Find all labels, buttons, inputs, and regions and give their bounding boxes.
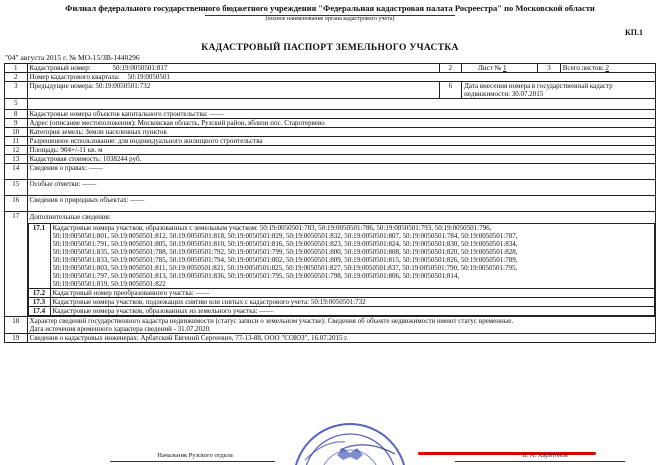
subrow-number: 17.4	[28, 307, 50, 316]
record-status-value: Сведения об объекте недвижимости имеют статус временные.	[327, 317, 514, 325]
signer-position: Начальник Рузского отдела	[157, 452, 233, 459]
quarter-value: 50:19:0050501	[127, 73, 170, 81]
signer-name: В. А. Харитонов	[522, 452, 568, 459]
quarter-label: Номер кадастрового квартала:	[29, 73, 120, 81]
special-notes: Особые отметки: ——	[27, 180, 655, 196]
row-number: 8	[5, 110, 28, 119]
organization-caption: (полное наименование органа кадастрового учета)	[265, 16, 395, 22]
total-sheets-label: Всего листов:	[562, 64, 604, 72]
record-status	[27, 317, 655, 334]
row-2	[5, 73, 656, 82]
row-number: 1	[5, 64, 28, 73]
row-12	[5, 146, 656, 155]
row-number: 19	[5, 334, 28, 343]
row-14	[5, 164, 656, 180]
additional-info-label: Дополнительные сведения:	[29, 213, 111, 221]
entry-date: Дата внесения номера в государственный кадастр недвижимости: 30.07.2015	[462, 82, 656, 99]
document-date-number: "04" августа 2015 г. № МО-15/ЗВ-1440296	[5, 53, 140, 62]
formed-parcels-line: 50:19:0050501:797, 50:19:0050501:813, 50:19:0050501:836, 50:19:0050501:795, 50:19:0050501:798, 50:19:0050501:806, 50:19:0050501:814,	[52, 272, 460, 280]
row-number: 3	[538, 64, 560, 73]
cadastral-number	[27, 64, 439, 73]
organization-name: Филиал федерального государственного бюджетного учреждения "Федеральная кадастровая палата Росреестра" по Московской области	[65, 3, 595, 13]
formed-parcels-line: 50:19:0050501:819, 50:19:0050501:822	[52, 280, 166, 288]
row-number: 9	[5, 119, 28, 128]
row-number: 6	[439, 82, 461, 99]
sheet-value: 1	[502, 64, 507, 72]
quarter-number	[27, 73, 655, 82]
row-16	[5, 196, 656, 212]
passport-table	[4, 63, 656, 343]
signer-name-line	[455, 461, 625, 462]
document-title: КАДАСТРОВЫЙ ПАСПОРТ ЗЕМЕЛЬНОГО УЧАСТКА	[201, 43, 459, 53]
total-sheets-value: 2	[605, 64, 609, 72]
row-3	[5, 82, 656, 99]
row-9	[5, 119, 656, 128]
row-number: 2	[439, 64, 461, 73]
row-13	[5, 155, 656, 164]
row-number: 3	[5, 82, 28, 99]
sheet-label: Лист №	[478, 64, 502, 72]
additional-info	[27, 212, 655, 317]
sheet-number	[462, 64, 538, 73]
formed-parcels	[50, 224, 654, 289]
natural-objects: Сведения о природных объектах: ——	[27, 196, 655, 212]
row-number: 18	[5, 317, 28, 334]
row-15	[5, 180, 656, 196]
cadastral-number-value: 50:19:0050501:817	[112, 64, 168, 72]
form-code: КП.1	[625, 28, 644, 37]
formed-parcels-line: Кадастровые номера участков, образованных с земельным участком: 50:19:0050501:783, 50:19:0050501:786, 50:19:0050501:793, 50:19:0050501:796,	[52, 224, 492, 232]
subrow-17-4	[28, 307, 654, 316]
subrow-17-1	[28, 224, 654, 289]
formed-parcels-line: 50:19:0050501:791, 50:19:0050501:805, 50:19:0050501:810, 50:19:0050501:816, 50:19:0050501:823, 50:19:0050501:824, 50:19:0050501:830, 50:19:0050501:834,	[52, 240, 518, 248]
permitted-use: Разрешенное использование: для индивидуального жилищного строительства	[27, 137, 655, 146]
row-number: 12	[5, 146, 28, 155]
signer-position-line	[110, 461, 275, 462]
record-status-label: Характер сведений государственного кадастра недвижимости (статус записи о земельном участке):	[29, 317, 328, 325]
cadastral-engineers: Сведения о кадастровых инженерах: Арбатский Евгений Сергеевич, 77-13-88, ООО "СОЮЗ", 16.07.2015 г.	[27, 334, 655, 343]
rights-info: Сведения о правах: ——	[27, 164, 655, 180]
address: Адрес (описание местоположения): Московская область, Рузский район, вблизи пос. Старотеряево	[27, 119, 655, 128]
formed-parcels-line: 50:19:0050501:803, 50:19:0050501:811, 50:19:0050501:821, 50:19:0050501:825, 50:19:0050501:827, 50:19:0050501:837, 50:19:0050501:790, 50:19:0050501:795,	[52, 264, 518, 272]
area: Площадь: 904+/-11 кв. м	[27, 146, 655, 155]
formed-parcels-line: 50:19:0050501:801, 50:19:0050501:812, 50:19:0050501:818, 50:19:0050501:829, 50:19:0050501:832, 50:19:0050501:807, 50:19:0050501:784, 50:19:0050501:787,	[52, 232, 518, 240]
total-sheets	[560, 64, 655, 73]
transformed-parcel: Кадастровый номер преобразованного участка: ——	[50, 289, 654, 298]
removed-parcels: Кадастровые номера участков, подлежащих снятию или снятых с кадастрового учета: 50:19:0050501:732	[50, 298, 654, 307]
cadastral-number-label: Кадастровый номер:	[29, 64, 91, 72]
row-number: 14	[5, 164, 28, 180]
record-expiry-date: Дата истечения временного характера сведений - 31.07.2020.	[29, 325, 211, 333]
row-19	[5, 334, 656, 343]
row-10	[5, 128, 656, 137]
row-number: 11	[5, 137, 28, 146]
additional-info-table	[28, 223, 655, 316]
row-number: 16	[5, 196, 28, 212]
capital-objects: Кадастровые номера объектов капитального строительства: ——	[27, 110, 655, 119]
row-17	[5, 212, 656, 317]
cadastral-value: Кадастровая стоимость: 1038244 руб.	[27, 155, 655, 164]
empty-field	[27, 99, 655, 110]
subrow-17-2	[28, 289, 654, 298]
previous-numbers: Предыдущие номера: 50:19:0050501:732	[27, 82, 439, 99]
subrow-number: 17.1	[28, 224, 50, 289]
row-8	[5, 110, 656, 119]
official-stamp-icon	[285, 420, 415, 465]
formed-parcels-line: 50:19:0050501:833, 50:19:0050501:785, 50:19:0050501:794, 50:19:0050501:802, 50:19:0050501:809, 50:19:0050501:815, 50:19:0050501:826, 50:19:0050501:789,	[52, 256, 518, 264]
subrow-number: 17.2	[28, 289, 50, 298]
derived-parcels: Кадастровые номера участков, образованных из земельного участка: ——	[50, 307, 654, 316]
row-number: 17	[5, 212, 28, 317]
row-number: 5	[5, 99, 28, 110]
land-category: Категория земель: Земли населенных пунктов	[27, 128, 655, 137]
row-11	[5, 137, 656, 146]
subrow-17-3	[28, 298, 654, 307]
row-number: 10	[5, 128, 28, 137]
row-number: 15	[5, 180, 28, 196]
subrow-number: 17.3	[28, 298, 50, 307]
row-5	[5, 99, 656, 110]
formed-parcels-line: 50:19:0050501:835, 50:19:0050501:788, 50:19:0050501:792, 50:19:0050501:799, 50:19:0050501:800, 50:19:0050501:808, 50:19:0050501:820, 50:19:0050501:828,	[52, 248, 518, 256]
row-number: 2	[5, 73, 28, 82]
row-number: 13	[5, 155, 28, 164]
row-18	[5, 317, 656, 334]
record-status-line	[30, 317, 653, 325]
row-1	[5, 64, 656, 73]
